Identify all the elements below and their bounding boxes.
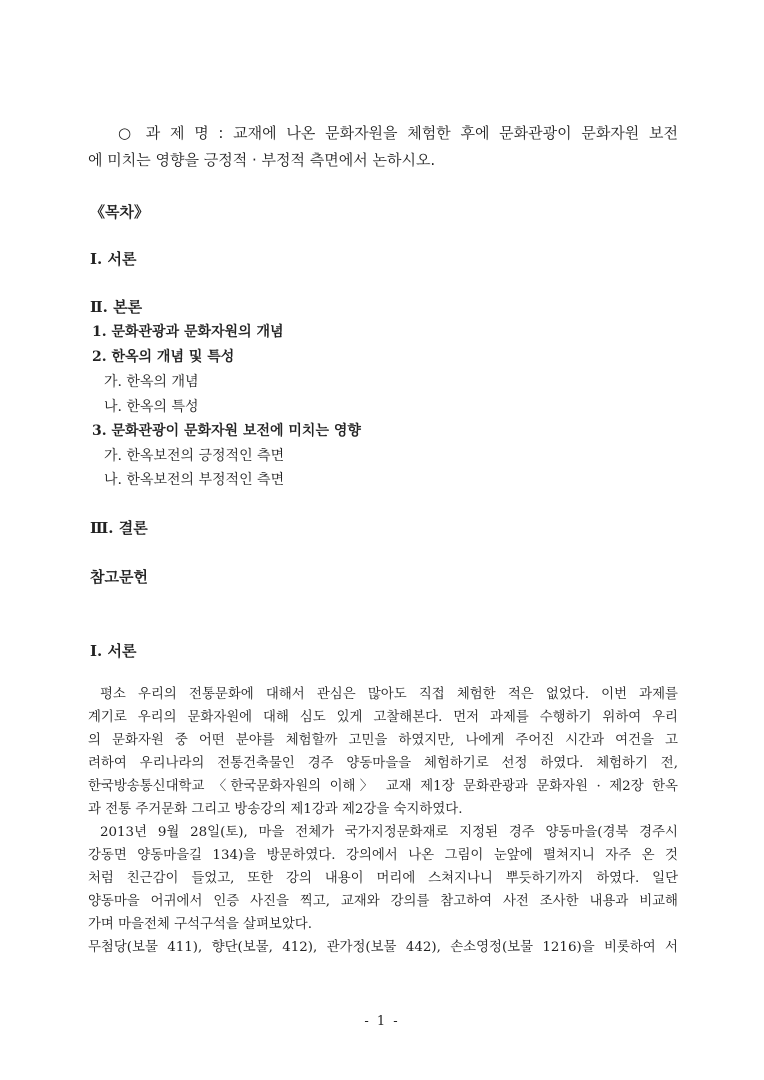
assignment-line-1: ○ 과 제 명 : 교재에 나온 문화자원을 체험한 후에 문화관광이 문화자원 보전 <box>118 124 678 142</box>
toc-conclusion: Ⅲ. 결론 <box>90 519 148 537</box>
toc-body: Ⅱ. 본론 <box>90 298 143 316</box>
toc-section-2b: 나. 한옥의 특성 <box>104 399 199 415</box>
paragraph-line: 가며 마을전체 구석구석을 살펴보았다. <box>88 917 312 932</box>
paragraph-line: 의 문화자원 중 어떤 분야를 체험할까 고민을 하였지만, 나에게 주어진 시간과 여건을 고 <box>88 733 678 748</box>
paragraph-line: 강동면 양동마을길 134)을 방문하였다. 강의에서 나온 그림이 눈앞에 펼쳐지니 자주 온 것 <box>88 848 678 863</box>
paragraph-line: 처럼 친근감이 들었고, 또한 강의 내용이 머리에 스쳐지나니 뿌듯하기까지 하였다. 일단 <box>88 871 678 886</box>
toc-section-2: 2. 한옥의 개념 및 특성 <box>92 349 235 365</box>
paragraph-line: 양동마을 어귀에서 인증 사진을 찍고, 교재와 강의를 참고하여 사전 조사한 내용과 비교해 <box>88 894 678 909</box>
paragraph-line: 2013년 9월 28일(토), 마을 전체가 국가지정문화재로 지정된 경주 양동마을(경북 경주시 <box>100 825 678 840</box>
page-number: - 1 - <box>364 1014 400 1029</box>
paragraph-line: 려하여 우리나라의 전통건축물인 경주 양동마을을 체험하기로 선정 하였다. 체험하기 전, <box>88 756 678 771</box>
section-heading-intro: Ⅰ. 서론 <box>90 642 137 660</box>
toc-section-3: 3. 문화관광이 문화자원 보전에 미치는 영향 <box>92 423 361 439</box>
toc-title: 《목차》 <box>90 203 149 221</box>
paragraph-line: 과 전통 주거문화 그리고 방송강의 제1강과 제2강을 숙지하였다. <box>88 802 463 817</box>
toc-section-3b: 나. 한옥보전의 부정적인 측면 <box>104 472 285 488</box>
toc-intro: Ⅰ. 서론 <box>90 250 137 268</box>
toc-references: 참고문헌 <box>90 568 148 586</box>
assignment-line-2: 에 미치는 영향을 긍정적 · 부정적 측면에서 논하시오. <box>88 151 436 169</box>
paragraph-line: 무첨당(보물 411), 향단(보물, 412), 관가정(보물 442), 손소영정(보물 1216)을 비롯하여 서 <box>88 940 678 955</box>
paragraph-line: 한국방송통신대학교 〈한국문화자원의 이해〉 교재 제1장 문화관광과 문화자원 · 제2장 한옥 <box>88 779 678 794</box>
toc-section-2a: 가. 한옥의 개념 <box>104 374 199 390</box>
paragraph-line: 평소 우리의 전통문화에 대해서 관심은 많아도 직접 체험한 적은 없었다. 이번 과제를 <box>100 687 678 702</box>
paragraph-line: 계기로 우리의 문화자원에 대해 심도 있게 고찰해본다. 먼저 과제를 수행하기 위하여 우리 <box>88 710 678 725</box>
toc-section-3a: 가. 한옥보전의 긍정적인 측면 <box>104 448 285 464</box>
toc-section-1: 1. 문화관광과 문화자원의 개념 <box>92 324 284 340</box>
